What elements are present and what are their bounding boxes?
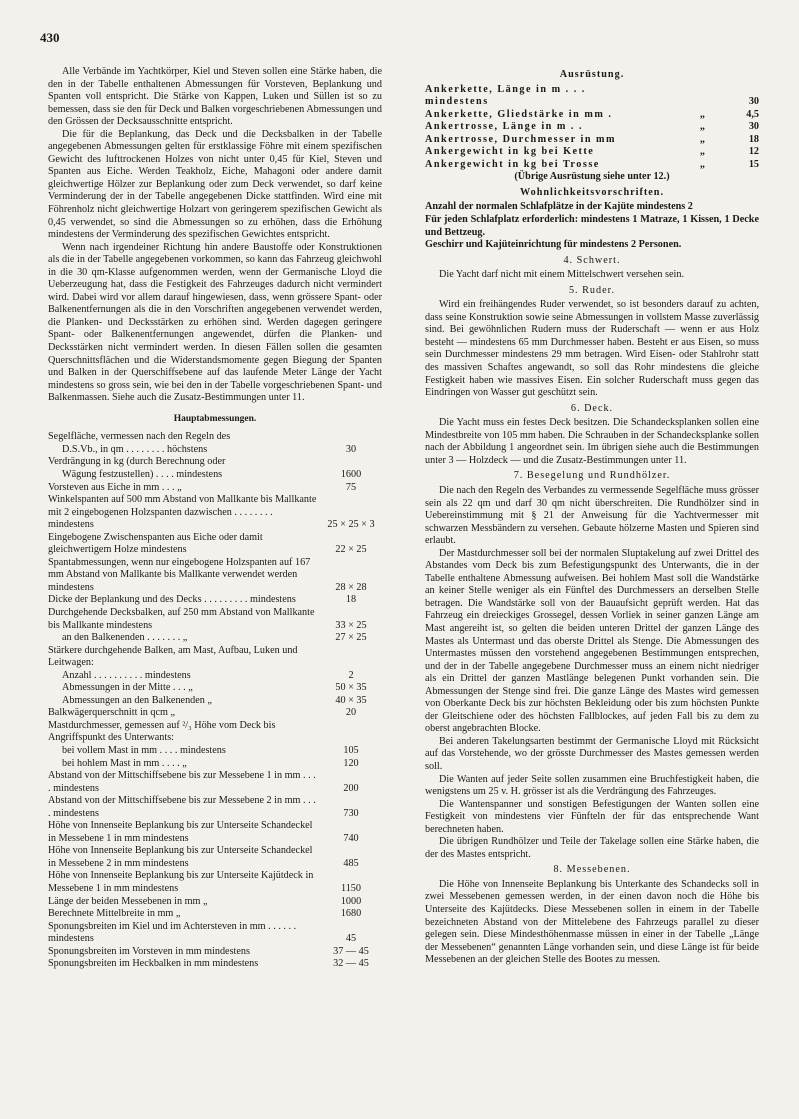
equipment-table <box>425 84 759 172</box>
row-value: 50 × 35 <box>335 682 367 694</box>
row-label: Stärkere durchgehende Balken, am Mast, Aufbau, Luken und Leitwagen: <box>48 644 298 669</box>
row-value: 740 <box>343 832 359 844</box>
row-value: 75 <box>345 481 357 493</box>
table-row <box>48 670 382 683</box>
row-label: Anzahl . . . . . . . . . . mindestens <box>62 669 191 681</box>
table-row <box>48 469 382 482</box>
row-value: 33 × 25 <box>335 619 367 631</box>
table-row <box>48 695 382 708</box>
row-label: an den Balkenenden . . . . . . . „ <box>62 632 188 644</box>
row-label: Wägung festzustellen) . . . . mindestens <box>62 468 223 480</box>
table-row <box>48 896 382 909</box>
equipment-value: 4,5 <box>746 108 759 120</box>
section-heading: 4. Schwert. <box>563 254 621 266</box>
row-value: 2 <box>348 669 354 681</box>
equipment-row <box>425 146 759 159</box>
row-label: Höhe von Innenseite Beplankung bis zur Unterseite Schandeckel in Messebene 1 in mm mindestens <box>48 820 313 844</box>
equipment-ditto <box>645 84 719 109</box>
row-label: Abmessungen in der Mitte . . . „ <box>62 682 193 694</box>
table-row <box>48 795 382 820</box>
dimensions-table <box>48 431 382 971</box>
section-heading: 5. Ruder. <box>568 284 616 296</box>
ausruestung-heading: Ausrüstung. <box>559 69 625 80</box>
table-row <box>48 607 382 632</box>
table-row <box>48 632 382 645</box>
wohnlichkeit-heading: Wohnlichkeitsvorschriften. <box>519 186 664 198</box>
table-row <box>48 870 382 895</box>
equipment-row <box>425 84 759 109</box>
row-label: Berechnete Mittelbreite in mm „ <box>48 908 181 920</box>
section-heading: 6. Deck. <box>570 402 614 414</box>
table-row <box>48 921 382 946</box>
row-value: 1150 <box>341 883 361 894</box>
intro-paragraph: Die für die Beplankung, das Deck und die Decksbalken in der Tabelle angegebenen Abmessungen gelten für erstklassige Föhre mit einem spezifischen Gewicht des lufttrockenen Holzes von nicht unter 0,45 für Kiel, Steven und Spanten aus Eiche. Werden Teakholz, Eiche, Mahagoni oder andere damit gleichwertige Hölzer zur Beplankung oder zum Deck verwendet, so darf keine Verminderung der in der Tabelle angegebenen Dicke stattfinden. Wird eine mit Föhrenholz nicht gleichwertige Holzart von geringerem spezifischen Gewicht als 0,45 verwendet, so sind die Abmessungen so zu erhöhen, dass die Erhöhung mindestens der Verminderung des spezifischen Gewichtes entspricht. <box>48 128 382 241</box>
equipment-ditto: „ <box>699 158 705 170</box>
row-label: Sponungsbreiten im Vorsteven in mm mindestens <box>48 945 250 957</box>
page-number: 430 <box>40 30 60 45</box>
row-value <box>320 720 382 745</box>
equipment-label: Ankertrosse, Durchmesser in mm <box>425 133 617 145</box>
row-label: Mastdurchmesser, gemessen auf ²/₃ Höhe vom Deck bis Angriffspunkt des Unterwants: <box>48 719 276 744</box>
row-label: Balkwägerquerschnitt in qcm „ <box>48 707 176 719</box>
table-row <box>48 444 382 457</box>
equipment-row <box>425 121 759 134</box>
row-value: 1680 <box>340 908 362 920</box>
equipment-label: Ankertrosse, Länge in m . . <box>425 121 584 133</box>
table-row <box>48 946 382 959</box>
row-label: Sponungsbreiten im Kiel und im Achtersteven in mm . . . . . . mindestens <box>48 920 297 945</box>
row-value: 1600 <box>340 468 362 480</box>
row-value: 20 <box>345 707 357 719</box>
row-label: Verdrängung in kg (durch Berechnung oder <box>48 456 226 468</box>
table-row <box>48 745 382 758</box>
table-row <box>48 431 382 444</box>
equipment-value: 30 <box>748 96 759 108</box>
table-row <box>48 908 382 921</box>
row-value: 37 — 45 <box>333 945 369 957</box>
table-row <box>48 594 382 607</box>
row-value: 1000 <box>340 895 362 907</box>
equipment-ditto: „ <box>699 121 705 133</box>
row-label: Abstand von der Mittschiffsebene bis zur Messebene 2 in mm . . . . mindestens <box>48 795 316 819</box>
row-label: Spantabmessungen, wenn nur eingebogene Holzspanten auf 167 mm Abstand von Mallkante bis Mallkante verwendet werden mindestens <box>48 556 311 593</box>
section-paragraph: Der Mastdurchmesser soll bei der normalen Sluptakelung auf zwei Drittel des Abstandes vom Deck bis zum Befestigungspunkt des Unterwants, die in der Tabelle enthaltene Abmessung aufweisen. Bei hohlem Mast soll die Wandstärke an keiner Stelle weniger als ein Fünftel des Durchmessers an derselben Stelle betragen. Die Wandstärke soll von der Bauaufsicht geprüft werden. Hat das Fahrzeug ein dreieckiges Grossegel, dessen Vorliek in seiner ganzen Länge am Mast angereiht ist, so gelten die beiden unteren Drittel der ganzen Länge des Mastes als Untermast und das oberste Drittel als Stenge. Die Abmessungen des Untermastes müssen den vorstehend angegebenen Bestimmungen entsprechen, und der in der Tabelle angegebene Durchmesser muss an einem nicht niedriger als ein Drittel der ganzen Mastlänge belegenen Punkt vorhanden sein. Die Abmessungen der Stenge sind frei. Die ganze Länge des Mastes wird gemessen von Oberkante Deck bis zur höchsten Bekleidung oder bis zum höchsten Punkte der Gleitschiene oder des höchsten Fallblockes, auf jeden Fall bis zu dem zu oberst angebrachten Blocke. <box>425 547 759 735</box>
wohnlichkeit-line: Geschirr und Kajüteinrichtung für mindestens 2 Personen. <box>425 239 682 251</box>
equipment-label: Ankerkette, Gliedstärke in mm . <box>425 108 613 120</box>
table-row <box>48 682 382 695</box>
table-row <box>48 645 382 670</box>
section-paragraph: Die Yacht muss ein festes Deck besitzen. Die Schandecksplanken sollen eine Mindestbreite von 105 mm haben. Die Schrauben in der Schandecksplanke sollen nach der Abbildung 1 angeordnet sein. Im übrigen siehe auch die Bestimmungen unter 3 — Holzdeck — und die Zusatz-Bestimmungen unter 11. <box>425 417 759 466</box>
table-row <box>48 958 382 971</box>
intro-paragraph: Wenn nach irgendeiner Richtung hin andere Baustoffe oder Konstruktionen als die in der Tabelle angegebenen vorkommen, so kann das Fahrzeug gleichwohl in die 30 qm-Klasse aufgenommen werden, wenn der Germanische Lloyd die Ueberzeugung hat, dass die Festigkeit des Fahrzeuges dadurch nicht vermindert wird. Dabei wird vor allem darauf hingewiesen, dass, wenn grössere Spant- oder Balkenentfernungen als die in den Vorschriften angegebenen verwendet werden, die Planken- und Decksstärken zu erhöhen sind. Werden dagegen geringere Spant- oder Balkenentfernungen angewendet, dürfen die Planken- und Decksstärken nicht vermindert werden. In diesen Fällen sollen die gesamten Querschnittsflächen und die Widerstandsmomente gegen Biegung der Spanten und Balken in der Querschiffsebene auf das laufende Meter Länge der Yacht mindestens so gross sein, wie bei den in der Tabelle vorgeschriebenen Spant- und Balkenmassen. Siehe auch die Zusatz-Bestimmungen unter 11. <box>48 241 382 404</box>
row-value: 25 × 25 × 3 <box>327 519 375 531</box>
equipment-value: 18 <box>748 133 759 145</box>
table-heading: Hauptabmessungen. <box>173 413 257 424</box>
equipment-row <box>425 109 759 122</box>
row-label: Dicke der Beplankung und des Decks . . . . . . . . . mindestens <box>48 594 296 606</box>
row-label: Höhe von Innenseite Beplankung bis zur Unterseite Kajütdeck in Messebene 1 in mm mindestens <box>48 870 314 894</box>
table-row <box>48 557 382 595</box>
row-value: 18 <box>345 594 357 606</box>
row-value: 120 <box>343 757 359 769</box>
row-label: Winkelspanten auf 500 mm Abstand von Mallkante bis Mallkante mit 2 eingebogenen Holzspanten dazwischen . . . . . . . . mindestens <box>48 494 317 531</box>
equipment-row <box>425 159 759 172</box>
row-label: bei vollem Mast in mm . . . . mindestens <box>62 744 226 756</box>
table-row <box>48 482 382 495</box>
left-column <box>48 66 382 971</box>
row-value: 27 × 25 <box>335 632 367 644</box>
section-paragraph: Die nach den Regeln des Verbandes zu vermessende Segelfläche muss grösser sein als 22 qm und darf 30 qm nicht überschreiten. Die Rundhölzer sind in Uebereinstimmung mit § 21 der Anweisung für die Yachtvermesser mit schwarzen Messbändern zu versehen. Gebaute hölzerne Masten und Spieren sind erlaubt. <box>425 484 759 547</box>
section-paragraph: Bei anderen Takelungsarten bestimmt der Germanische Lloyd mit Rücksicht auf das Vorstehende, wo der grösste Durchmesser des Mastes gemessen werden soll. <box>425 735 759 772</box>
row-value <box>320 645 382 670</box>
row-label: Höhe von Innenseite Beplankung bis zur Unterseite Schandeckel in Messebene 2 in mm mindestens <box>48 845 313 869</box>
row-value: 32 — 45 <box>333 958 369 970</box>
section-paragraph: Die Yacht darf nicht mit einem Mittelschwert versehen sein. <box>439 269 685 281</box>
row-value: 730 <box>343 807 359 819</box>
row-label: Sponungsbreiten im Heckbalken in mm mindestens <box>48 958 259 970</box>
row-value <box>320 456 382 469</box>
wohnlichkeit-line: Anzahl der normalen Schlafplätze in der Kajüte mindestens 2 <box>425 201 693 213</box>
row-label: Vorsteven aus Eiche in mm . . . „ <box>48 481 182 493</box>
table-row <box>48 758 382 771</box>
equipment-note: (Übrige Ausrüstung siehe unter 12.) <box>514 171 670 183</box>
row-value: 28 × 28 <box>335 581 367 593</box>
equipment-value: 15 <box>748 158 759 170</box>
equipment-label: Ankergewicht in kg bei Kette <box>425 146 595 158</box>
row-label: Abmessungen an den Balkenenden „ <box>62 694 212 706</box>
equipment-row <box>425 134 759 147</box>
section-heading: 8. Messebenen. <box>553 864 631 876</box>
equipment-ditto: „ <box>699 133 705 145</box>
row-value: 30 <box>345 443 357 455</box>
row-value: 40 × 35 <box>335 694 367 706</box>
wohnlichkeit-line: Für jeden Schlafplatz erforderlich: mindestens 1 Matraze, 1 Kissen, 1 Decke und Bettzeug. <box>425 214 759 238</box>
section-paragraph: Die Höhe von Innenseite Beplankung bis Unterkante des Schandecks soll in zwei Messebenen gemessen werden, in der einen davon noch die Höhe bis Unterseite des Kajütdecks. Diese Messebenen sollen in einem in der Tabelle bezeichneten Abstand von der Mittelebene des Fahrzeugs parallel zu dieser gelegen sein. Diese Mindesthöhenmasse müssen in einer in der Tabelle „Länge der Messebenen“ genannten Länge vorhanden sein, und diese Länge ist für beide Messebenen an der gleichen Stelle des Bootes zu messen. <box>425 878 759 966</box>
equipment-ditto: „ <box>699 108 705 120</box>
table-row <box>48 820 382 845</box>
right-column <box>425 66 759 967</box>
equipment-value: 30 <box>748 121 759 133</box>
section-heading: 7. Besegelung und Rundhölzer. <box>513 470 671 482</box>
row-label: Durchgehende Decksbalken, auf 250 mm Abstand von Mallkante bis Mallkante mindestens <box>48 606 315 631</box>
intro-paragraph: Alle Verbände im Yachtkörper, Kiel und Steven sollen eine Stärke haben, die den in der Tabelle enthaltenen Abmessungen für Vorsteven, Beplankung und Spanten voll entspricht. Die Stärke von Kappen, Luken und Süllen ist so zu bemessen, dass sie den für Deck und Balken vorgeschriebenen Abmessungen und den Grössen der Decksausschnitte entspricht. <box>48 66 382 128</box>
row-value: 45 <box>345 933 357 945</box>
row-value: 105 <box>343 744 359 756</box>
row-value: 22 × 25 <box>335 544 367 556</box>
row-label: bei hohlem Mast in mm . . . . „ <box>62 757 187 769</box>
table-row <box>48 532 382 557</box>
section-paragraph: Wird ein freihängendes Ruder verwendet, so ist besonders darauf zu achten, dass seine Konstruktion sowie seine Abmessungen in vollstem Masse zuverlässig sind. Bei gewöhnlichen Rudern muss der Ruderschaft — wenn er aus Holz besteht — mindestens 65 mm Durchmesser haben. Besteht er aus Eisen, so muss sein Durchmesser mindestens 29 mm betragen. Wird Eisen- oder Stahlrohr statt des massiven Schaftes angewandt, so soll das Rohr mindestens die gleiche Festigkeit haben wie massives Eisen. Ein solcher Ruderschaft muss gegen das Eindringen von Wasser gut geschützt sein. <box>425 299 759 399</box>
row-label: Segelfläche, vermessen nach den Regeln des <box>48 431 231 443</box>
table-row <box>48 707 382 720</box>
row-label: Länge der beiden Messebenen in mm „ <box>48 895 208 907</box>
row-label: Abstand von der Mittschiffsebene bis zur Messebene 1 in mm . . . . mindestens <box>48 770 316 794</box>
row-value: 200 <box>343 782 359 794</box>
row-value: 485 <box>343 857 359 869</box>
row-label: D.S.Vb., in qm . . . . . . . . höchstens <box>62 443 208 455</box>
table-row <box>48 494 382 532</box>
section-paragraph: Die übrigen Rundhölzer und Teile der Takelage sollen eine Stärke haben, die der des Mastes entspricht. <box>425 836 759 860</box>
table-row <box>48 770 382 795</box>
sections <box>425 255 759 967</box>
table-row <box>48 456 382 469</box>
equipment-ditto: „ <box>699 146 705 158</box>
row-label: Eingebogene Zwischenspanten aus Eiche oder damit gleichwertigem Holze mindestens <box>48 531 263 556</box>
equipment-label: Ankerkette, Länge in m . . . mindestens <box>425 83 586 108</box>
section-paragraph: Die Wantenspanner und sonstigen Befestigungen der Wanten sollen eine Festigkeit von mindestens vier Fünfteln der für das entsprechende Want berechneten haben. <box>425 798 759 835</box>
table-row <box>48 720 382 745</box>
section-paragraph: Die Wanten auf jeder Seite sollen zusammen eine Bruchfestigkeit haben, die wenigstens um 25 v. H. grösser ist als die Verdrängung des Fahrzeuges. <box>425 773 759 798</box>
row-value <box>320 431 382 444</box>
table-row <box>48 845 382 870</box>
equipment-value: 12 <box>748 146 759 158</box>
equipment-label: Ankergewicht in kg bei Trosse <box>425 158 600 170</box>
